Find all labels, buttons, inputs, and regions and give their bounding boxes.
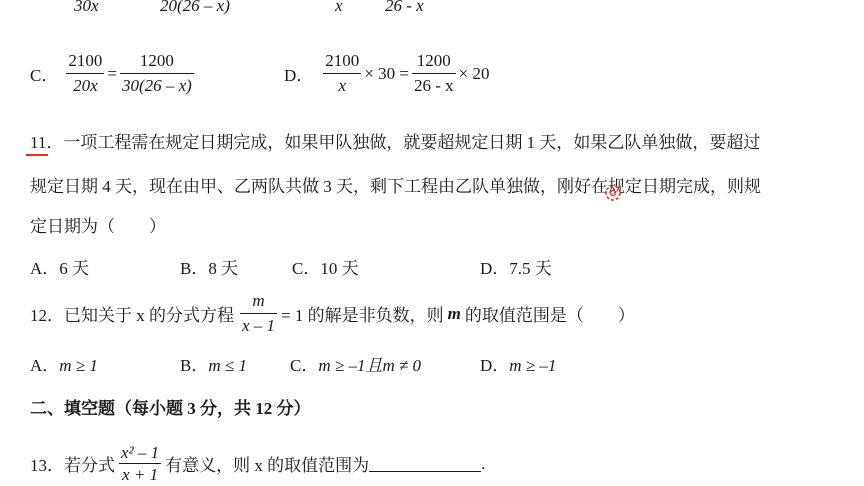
fraction bbox=[323, 50, 361, 97]
denominator: x bbox=[338, 76, 347, 95]
numerator: x² – 1 bbox=[121, 443, 160, 462]
fraction bbox=[412, 50, 456, 97]
fraction bbox=[240, 290, 277, 337]
q11-option-c: C．10 天 bbox=[292, 259, 359, 278]
q10-option-c bbox=[30, 50, 194, 97]
numerator: m bbox=[240, 290, 277, 314]
section-heading-fill-in: 二、填空题（每小题 3 分，共 12 分） bbox=[30, 399, 311, 418]
q11-line-3: 定日期为（ ） bbox=[30, 217, 166, 236]
option-value: m ≤ 1 bbox=[208, 356, 247, 375]
option-value: m ≥ –1且m ≠ 0 bbox=[318, 356, 422, 375]
q10-top-den-a: 30x bbox=[74, 0, 99, 15]
times-equals: × 30 = bbox=[364, 63, 409, 83]
equals-sign: = bbox=[107, 63, 117, 83]
q13-suffix: 有意义，则 x 的取值范围为 bbox=[165, 456, 370, 475]
q11-option-b: B．8 天 bbox=[180, 259, 239, 278]
fraction bbox=[66, 50, 104, 97]
q10-top-den-c: x bbox=[335, 0, 343, 15]
q11-option-a: A．6 天 bbox=[30, 259, 90, 278]
q12-option-c bbox=[290, 351, 421, 376]
fraction bbox=[119, 443, 161, 484]
fraction bbox=[120, 50, 194, 97]
q12-option-b bbox=[180, 351, 247, 376]
denominator: x + 1 bbox=[122, 465, 159, 484]
q11-option-d: D．7.5 天 bbox=[480, 259, 552, 278]
red-crosshair-cursor-icon bbox=[601, 181, 625, 205]
option-label: A． bbox=[30, 356, 60, 375]
numerator: 1200 bbox=[120, 50, 194, 74]
denominator: 30(26 – x) bbox=[121, 76, 192, 95]
numerator: 1200 bbox=[412, 50, 456, 74]
q12-option-d bbox=[480, 351, 556, 376]
q13-question bbox=[30, 443, 485, 484]
q11-line-2: 规定日期 4 天，现在由甲、乙两队共做 3 天，剩下工程由乙队单独做，刚好在规定日期完成，则规 bbox=[30, 177, 761, 196]
q10-option-d bbox=[284, 50, 492, 97]
q10-top-den-b: 20(26 – x) bbox=[160, 0, 230, 15]
q12-suffix-b: 的取值范围是（ ） bbox=[464, 306, 635, 325]
q12-question bbox=[30, 290, 635, 337]
red-underline-mark bbox=[26, 154, 48, 156]
denominator: x – 1 bbox=[242, 316, 276, 335]
q12-option-a bbox=[30, 351, 98, 376]
q13-prefix: 13．若分式 bbox=[30, 456, 115, 475]
q12-suffix-a: = 1 的解是非负数，则 bbox=[281, 306, 444, 325]
times-20: × 20 bbox=[458, 63, 490, 83]
var-m: m bbox=[447, 303, 461, 323]
option-value: m ≥ –1 bbox=[509, 356, 557, 375]
option-label: B． bbox=[180, 356, 209, 375]
option-d-label: D． bbox=[284, 66, 314, 85]
option-label: C． bbox=[290, 356, 319, 375]
numerator: 2100 bbox=[323, 50, 361, 74]
numerator: 2100 bbox=[66, 50, 104, 74]
option-value: m ≥ 1 bbox=[59, 356, 98, 375]
q11-line-1: 11．一项工程需在规定日期完成，如果甲队独做，就要超规定日期 1 天，如果乙队单独做，要超过 bbox=[30, 133, 761, 152]
q12-prefix: 12．已知关于 x 的分式方程 bbox=[30, 306, 234, 325]
denominator: 20x bbox=[73, 76, 98, 95]
answer-blank[interactable] bbox=[369, 455, 481, 472]
option-c-label: C． bbox=[30, 66, 59, 85]
denominator: 26 - x bbox=[413, 76, 454, 95]
option-label: D． bbox=[480, 356, 510, 375]
q10-top-den-d: 26 - x bbox=[385, 0, 424, 15]
q13-end: . bbox=[481, 453, 486, 473]
